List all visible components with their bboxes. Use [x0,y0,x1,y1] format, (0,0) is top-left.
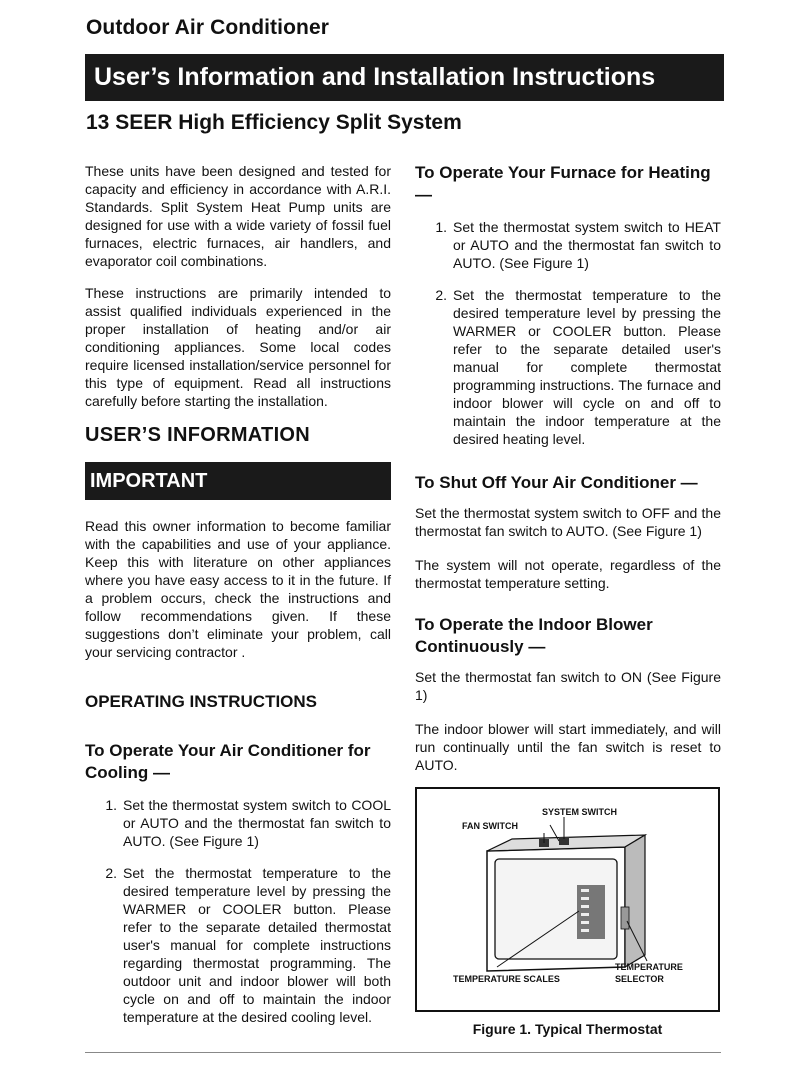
list-item [85,796,391,850]
list-item [85,864,391,1026]
step-number: 1. [105,797,117,813]
step-number: 2. [105,865,117,881]
intro-paragraph-1: These units have been designed and tested for capacity and efficiency in accordance with A.R.I. Standards. Split System Heat Pump units are designed for use with a wide variety of fossil fuel furnaces, electric furnaces, air handlers, and evaporator coil combinations. [85,163,391,269]
heating-steps [415,218,721,448]
system-switch-label: SYSTEM SWITCH [542,807,618,817]
left-column [85,162,391,1026]
users-information-heading: USER’S INFORMATION [85,424,311,446]
thermostat-figure [415,787,720,1012]
temperature-scales-label: TEMPERATURE SCALES [453,974,560,984]
important-banner: IMPORTANT [85,462,391,500]
step-text: Set the thermostat temperature to the desired temperature level by pressing the WARMER or COOLER button. Please refer to the separate detailed user's manual for complete thermostat programming instructions. The furnace and indoor blower will cycle on and off to maintain the indoor temperature at the desired heating level. [453,287,721,447]
step-text: Set the thermostat system switch to HEAT or AUTO and the thermostat fan switch to AUTO. (See Figure 1) [453,219,721,271]
operating-instructions-heading: OPERATING INSTRUCTIONS [85,692,318,711]
blower-paragraph-2: The indoor blower will start immediately, and will run continually until the fan switch is reset to AUTO. [415,721,721,773]
fan-switch-label: FAN SWITCH [462,821,518,831]
cooling-steps [85,796,391,1026]
heating-heading: To Operate Your Furnace for Heating — [415,163,711,204]
step-text: Set the thermostat system switch to COOL or AUTO and the thermostat fan switch to AUTO. (See Figure 1) [123,797,391,849]
right-column [415,162,721,774]
important-paragraph: Read this owner information to become familiar with the capabilities and use of your appliance. Keep this with literature on other appliances where you have easy access to it in the future. If a problem occurs, check the instructions and follow recommendations given. If these suggestions don’t eliminate your problem, call your servicing contractor . [85,518,391,660]
list-item [415,218,721,272]
cooling-heading: To Operate Your Air Conditioner for Cooling — [85,741,371,782]
shutoff-paragraph-1: Set the thermostat system switch to OFF and the thermostat fan switch to AUTO. (See Figure 1) [415,505,721,539]
temperature-selector-label-line1: TEMPERATURE [615,962,683,972]
step-number: 1. [435,219,447,235]
blower-paragraph-1: Set the thermostat fan switch to ON (See Figure 1) [415,669,721,703]
blower-heading: To Operate the Indoor Blower Continuously — [415,615,653,656]
product-subtitle: 13 SEER High Efficiency Split System [86,111,462,134]
product-type-label: Outdoor Air Conditioner [86,16,329,39]
list-item [415,286,721,448]
temperature-selector-label-line2: SELECTOR [615,974,664,984]
title-banner: User’s Information and Installation Instructions [85,54,724,101]
shutoff-paragraph-2: The system will not operate, regardless of the thermostat temperature setting. [415,557,721,591]
footer-divider [85,1052,721,1053]
step-number: 2. [435,287,447,303]
step-text: Set the thermostat temperature to the desired temperature level by pressing the WARMER or COOLER button. Please refer to the separate detailed thermostat user's manual for complete instructions regarding thermostat programming. The outdoor unit and indoor blower will both cycle on and off to maintain the indoor temperature at the desired cooling level. [123,865,391,1025]
figure-caption: Figure 1. Typical Thermostat [472,1021,663,1037]
intro-paragraph-2: These instructions are primarily intended to assist qualified individuals experienced in the proper installation of heating and/or air conditioning appliances. Some local codes require licensed installation/service personnel for this type of equipment. Read all instructions carefully before starting the installation. [85,285,391,409]
shutoff-heading: To Shut Off Your Air Conditioner — [415,473,698,492]
